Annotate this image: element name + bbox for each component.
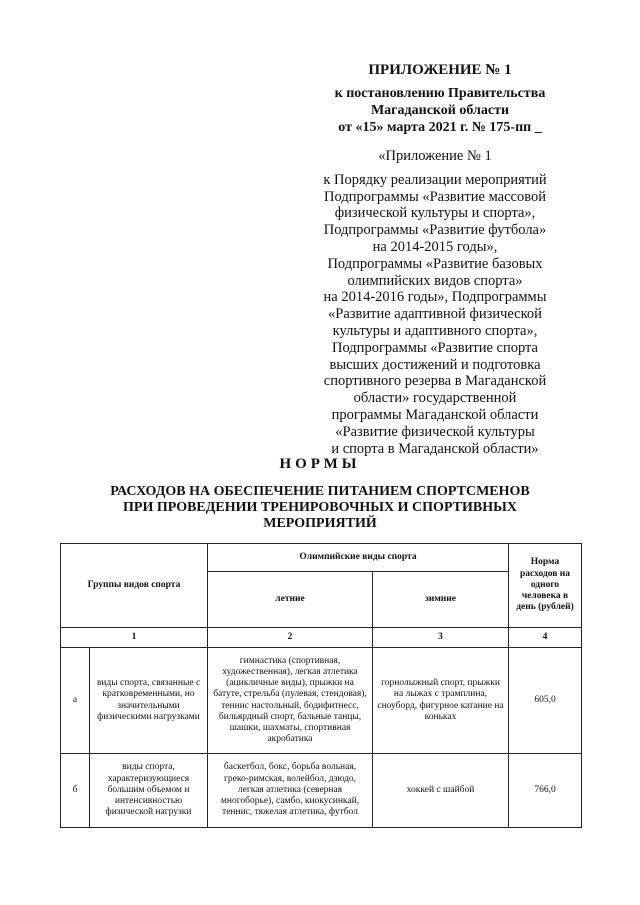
summer-sports-cell: баскетбол, бокс, борьба вольная, греко-римская, волейбол, дзюдо, легкая атлетика (северная многоборье), самбо, киокусинкай, теннис, тяжелая атлетика, футбол (208, 754, 373, 828)
appendix-title: ПРИЛОЖЕНИЕ № 1 (368, 62, 512, 78)
inner-appendix-line: «Развитие адаптивной физической (328, 306, 542, 323)
appendix-header (300, 62, 580, 137)
norms-subtitle-line: МЕРОПРИЯТИЙ (263, 516, 377, 531)
groups-column-header: Группы видов спорта (61, 544, 208, 628)
sport-group-cell: виды спорта, связанные с кратковременными, но значительными физическими нагрузками (90, 648, 208, 754)
norm-column-header: Норма расходов на одного человека в день (рублей) (509, 544, 582, 628)
winter-sports-cell: горнолыжный спорт, прыжки на лыжах с трамплина, сноуборд, фигурное катание на коньках (373, 648, 509, 754)
table-row (61, 648, 582, 754)
column-number: 2 (208, 628, 373, 648)
column-number: 4 (509, 628, 582, 648)
summer-sports-cell: гимнастика (спортивная, художественная), легкая атлетика (ацикличные виды), прыжки на батуте, стрельба (пулевая, стендовая), теннис настольный, бодифитнесс, бильярдный спорт, бальные танцы, шашки, шахматы, спортивная акробатика (208, 648, 373, 754)
inner-appendix-line: Подпрограммы «Развитие спорта (332, 339, 538, 356)
inner-appendix-line: на 2014-2015 годы», (372, 238, 498, 255)
inner-appendix-line: олимпийских видов спорта» (347, 272, 523, 289)
appendix-region-line: Магаданской области (370, 103, 510, 118)
inner-appendix-line: культуры и адаптивного спорта», (332, 322, 538, 339)
inner-appendix-header (302, 148, 568, 457)
table-row (61, 754, 582, 828)
appendix-resolution-line: к постановлению Правительства (334, 86, 546, 101)
norm-value-cell: 766,0 (509, 754, 582, 828)
winter-column-header: зимние (373, 572, 509, 628)
inner-appendix-line: Подпрограммы «Развитие массовой (324, 188, 546, 205)
winter-sports-cell: хоккей с шайбой (373, 754, 509, 828)
inner-appendix-line: области» государственной (353, 390, 517, 407)
column-number: 3 (373, 628, 509, 648)
row-letter: а (61, 648, 90, 754)
inner-appendix-title: «Приложение № 1 (378, 148, 492, 164)
summer-column-header: летние (208, 572, 373, 628)
norms-subtitle-line: РАСХОДОВ НА ОБЕСПЕЧЕНИЕ ПИТАНИЕМ СПОРТСМЕНОВ (110, 484, 530, 499)
inner-appendix-line: и спорта в Магаданской области» (331, 440, 539, 457)
inner-appendix-line: к Порядку реализации мероприятий (323, 171, 547, 188)
inner-appendix-line: высших достижений и подготовка (329, 356, 541, 373)
inner-appendix-line: на 2014-2016 годы», Подпрограммы (323, 289, 547, 306)
inner-appendix-line: «Развитие физической культуры (335, 423, 535, 440)
norms-heading: НОРМЫ (279, 456, 361, 472)
norms-title (60, 456, 580, 532)
norms-table (60, 543, 582, 828)
norm-value-cell: 605,0 (509, 648, 582, 754)
inner-appendix-line: программы Магаданской области (331, 406, 539, 423)
inner-appendix-line: спортивного резерва в Магаданской (323, 373, 547, 390)
norms-subtitle-line: ПРИ ПРОВЕДЕНИИ ТРЕНИРОВОЧНЫХ И СПОРТИВНЫХ (123, 500, 517, 515)
inner-appendix-line: Подпрограммы «Развитие базовых (327, 255, 543, 272)
column-number: 1 (61, 628, 208, 648)
inner-appendix-line: Подпрограммы «Развитие футбола» (323, 222, 547, 239)
row-letter: б (61, 754, 90, 828)
sport-group-cell: виды спорта, характеризующиеся большим объемом и интенсивностью физической нагрузки (90, 754, 208, 828)
olympic-column-header: Олимпийские виды спорта (208, 544, 509, 572)
inner-appendix-line: физической культуры и спорта», (334, 205, 536, 222)
appendix-date-line: от «15» марта 2021 г. № 175-пп _ (338, 120, 542, 135)
